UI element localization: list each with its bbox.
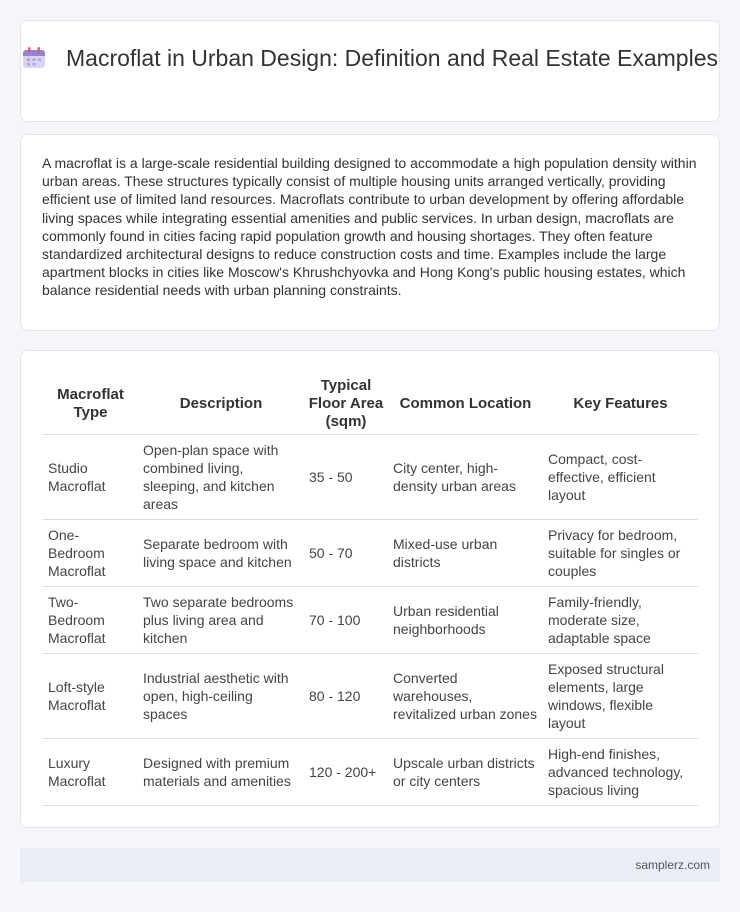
cell-location: City center, high-density urban areas	[388, 434, 543, 519]
cell-description: Separate bedroom with living space and kitchen	[138, 519, 304, 586]
column-header-floor-area: Typical Floor Area (sqm)	[304, 375, 388, 434]
column-header-type: Macroflat Type	[43, 375, 138, 434]
cell-location: Mixed-use urban districts	[388, 519, 543, 586]
title-card	[20, 20, 720, 122]
cell-type: Loft-style Macroflat	[43, 653, 138, 738]
cell-description: Designed with premium materials and amenities	[138, 738, 304, 805]
description-card	[20, 134, 720, 331]
cell-features: Exposed structural elements, large windows, flexible layout	[543, 653, 698, 738]
table-row	[43, 434, 698, 519]
cell-type: Studio Macroflat	[43, 434, 138, 519]
cell-features: High-end finishes, advanced technology, spacious living	[543, 738, 698, 805]
footer-bar	[20, 848, 720, 882]
cell-floor-area: 70 - 100	[304, 586, 388, 653]
cell-floor-area: 50 - 70	[304, 519, 388, 586]
cell-type: Luxury Macroflat	[43, 738, 138, 805]
cell-type: Two-Bedroom Macroflat	[43, 586, 138, 653]
table-row	[43, 519, 698, 586]
page-title: Macroflat in Urban Design: Definition and Real Estate Examples	[66, 45, 718, 71]
cell-location: Converted warehouses, revitalized urban zones	[388, 653, 543, 738]
cell-location: Urban residential neighborhoods	[388, 586, 543, 653]
column-header-description: Description	[138, 375, 304, 434]
cell-location: Upscale urban districts or city centers	[388, 738, 543, 805]
cell-description: Open-plan space with combined living, sleeping, and kitchen areas	[138, 434, 304, 519]
table-card	[20, 350, 720, 828]
column-header-features: Key Features	[543, 375, 698, 434]
cell-floor-area: 120 - 200+	[304, 738, 388, 805]
calendar-icon	[22, 47, 46, 69]
cell-description: Two separate bedrooms plus living area and kitchen	[138, 586, 304, 653]
cell-floor-area: 80 - 120	[304, 653, 388, 738]
cell-features: Compact, cost-effective, efficient layout	[543, 434, 698, 519]
description-text: A macroflat is a large-scale residential building designed to accommodate a high population density within urban areas. These structures typically consist of multiple housing units arranged vertically, providing efficient use of limited land resources. Macroflats contribute to urban development by offering affordable living spaces while integrating essential amenities and public services. In urban design, macroflats are commonly found in cities facing rapid population growth and housing shortages. They often feature standardized architectural designs to reduce construction costs and time. Examples include the large apartment blocks in cities like Moscow's Khrushchyovka and Hong Kong's public housing estates, which balance residential needs with urban planning constraints.	[42, 155, 697, 299]
cell-floor-area: 35 - 50	[304, 434, 388, 519]
cell-features: Family-friendly, moderate size, adaptable space	[543, 586, 698, 653]
cell-type: One-Bedroom Macroflat	[43, 519, 138, 586]
page-title-block	[21, 44, 719, 73]
cell-description: Industrial aesthetic with open, high-ceiling spaces	[138, 653, 304, 738]
table-row	[43, 653, 698, 738]
table-row	[43, 586, 698, 653]
footer-site-link[interactable]: samplerz.com	[635, 858, 710, 872]
macroflat-table	[43, 375, 698, 806]
table-row	[43, 738, 698, 805]
cell-features: Privacy for bedroom, suitable for singles or couples	[543, 519, 698, 586]
table-header-row	[43, 375, 698, 434]
column-header-location: Common Location	[388, 375, 543, 434]
